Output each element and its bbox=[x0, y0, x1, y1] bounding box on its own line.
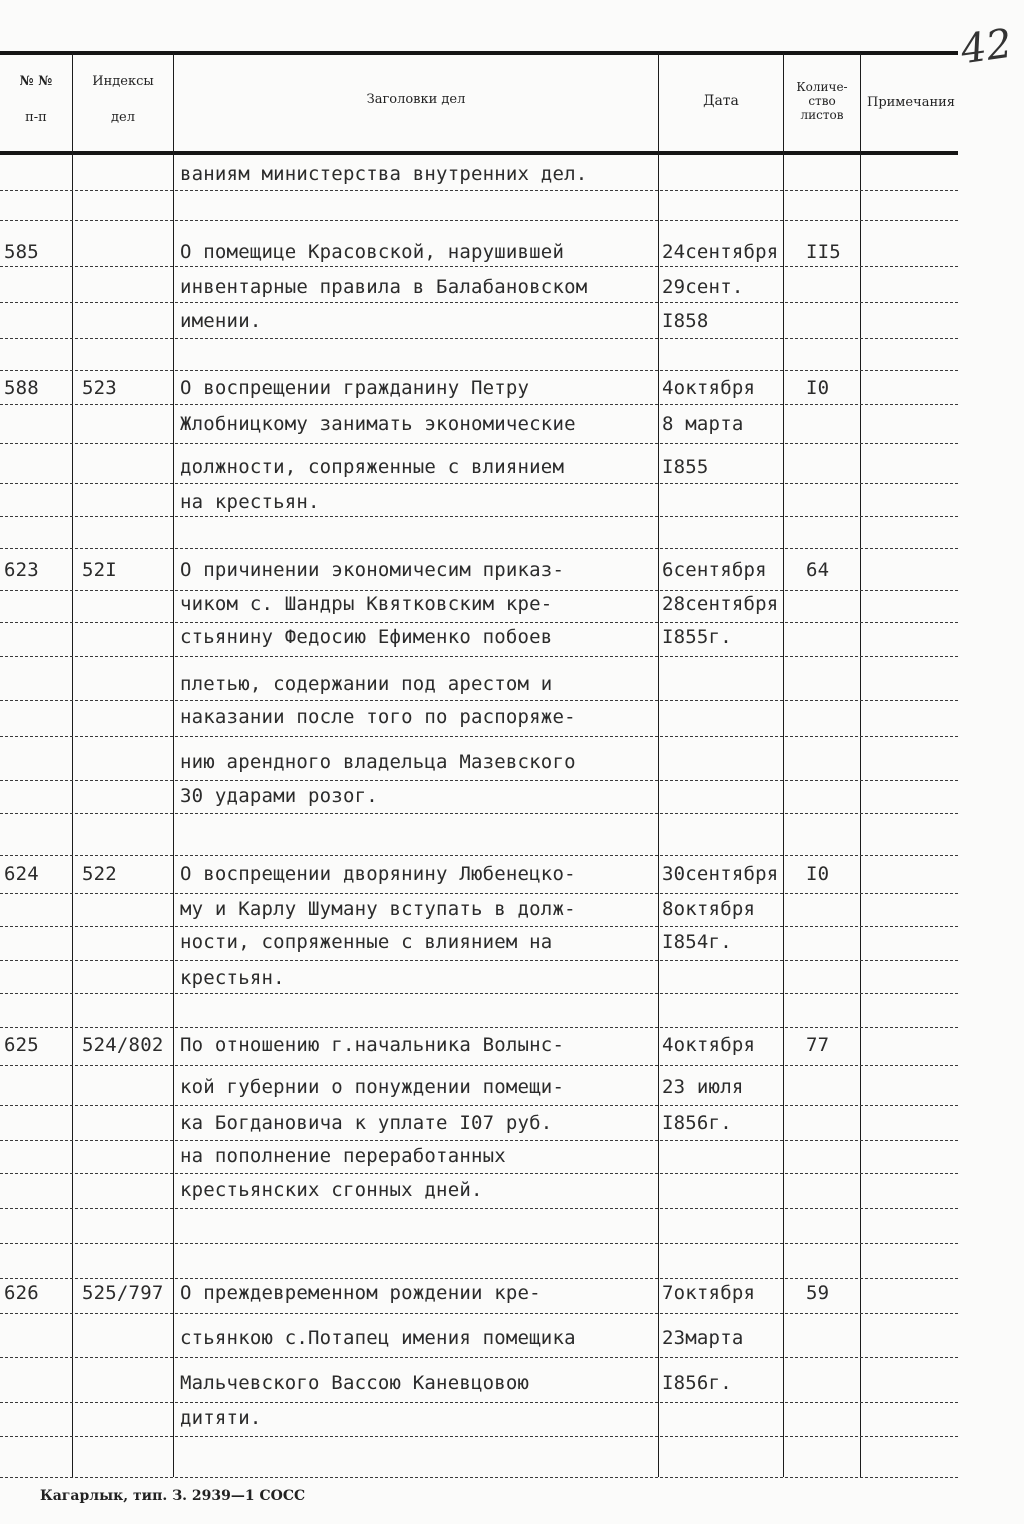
ruled-line bbox=[0, 404, 958, 405]
row-title: стьянину Федосию Ефименко побоев bbox=[180, 626, 553, 648]
ruled-line bbox=[0, 302, 958, 303]
row-title: дитяти. bbox=[180, 1407, 262, 1429]
ruled-line bbox=[0, 516, 958, 517]
row-number: 623 bbox=[4, 559, 39, 581]
folio-number: 42 bbox=[958, 20, 1015, 74]
row-date: 8октября bbox=[662, 898, 756, 920]
row-date: I854г. bbox=[662, 931, 732, 953]
ruled-line bbox=[0, 590, 958, 591]
ruled-line bbox=[0, 443, 958, 444]
row-title: Жлобницкому занимать экономические bbox=[180, 413, 576, 435]
row-title: му и Карлу Шуману вступать в долж- bbox=[180, 898, 576, 920]
header-sheets-line2: ство bbox=[808, 94, 836, 108]
row-index: 525/797 bbox=[82, 1282, 164, 1304]
row-sheets: II5 bbox=[806, 241, 841, 263]
ruled-line bbox=[0, 1402, 958, 1403]
row-number: 585 bbox=[4, 241, 39, 263]
row-title: инвентарные правила в Балабановском bbox=[180, 276, 588, 298]
row-date: 28сентября bbox=[662, 593, 779, 615]
ruled-line bbox=[0, 1313, 958, 1314]
row-sheets: 64 bbox=[806, 559, 830, 581]
ruled-line bbox=[0, 1243, 958, 1244]
row-date: 6сентября bbox=[662, 559, 767, 581]
header-sheets-line1: Количе- bbox=[796, 80, 848, 94]
ruled-line bbox=[0, 1065, 958, 1066]
header-sheets bbox=[784, 80, 860, 122]
row-date: 23 июля bbox=[662, 1076, 744, 1098]
row-title: плетью, содержании под арестом и bbox=[180, 673, 553, 695]
row-date: I855 bbox=[662, 456, 709, 478]
ruled-line bbox=[0, 1477, 958, 1478]
row-title: на пополнение переработанных bbox=[180, 1145, 506, 1167]
row-title: стьянкою с.Потапец имения помещика bbox=[180, 1327, 576, 1349]
row-number: 624 bbox=[4, 863, 39, 885]
ruled-line bbox=[0, 1173, 958, 1174]
ruled-line bbox=[0, 1357, 958, 1358]
header-num-line2: п-п bbox=[25, 110, 47, 125]
header-title: Заголовки дел bbox=[366, 92, 466, 107]
row-title: О преждевременном рождении кре- bbox=[180, 1282, 541, 1304]
header-sheets-line3: листов bbox=[800, 108, 844, 122]
header-index-line2: дел bbox=[111, 110, 135, 125]
row-date: 29сент. bbox=[662, 276, 744, 298]
printer-imprint: Кагарлык, тип. З. 2939—1 СОСС bbox=[40, 1488, 306, 1504]
ruled-line bbox=[0, 700, 958, 701]
row-title: 30 ударами розог. bbox=[180, 785, 378, 807]
row-index: 522 bbox=[82, 863, 117, 885]
row-title: на крестьян. bbox=[180, 491, 320, 513]
header-date: Дата bbox=[703, 93, 739, 109]
row-date: 4октября bbox=[662, 377, 756, 399]
ruled-line bbox=[0, 1105, 958, 1106]
ruled-line bbox=[0, 220, 958, 221]
ruled-line bbox=[0, 1436, 958, 1437]
row-title: наказании после того по распоряже- bbox=[180, 706, 576, 728]
row-date: I858 bbox=[662, 310, 709, 332]
row-date: 8 марта bbox=[662, 413, 744, 435]
ruled-line bbox=[0, 656, 958, 657]
row-index: 523 bbox=[82, 377, 117, 399]
row-title: О воспрещении дворянину Любенецко- bbox=[180, 863, 576, 885]
row-number: 625 bbox=[4, 1034, 39, 1056]
ruled-line bbox=[0, 855, 958, 856]
row-date: I856г. bbox=[662, 1112, 732, 1134]
row-title: нию арендного владельца Мазевского bbox=[180, 751, 576, 773]
row-index: 524/802 bbox=[82, 1034, 164, 1056]
header-index bbox=[73, 74, 173, 126]
row-title: ваниям министерства внутренних дел. bbox=[180, 163, 588, 185]
header-index-line1: Индексы bbox=[92, 74, 154, 89]
ruled-line bbox=[0, 960, 958, 961]
row-title: По отношению г.начальника Волынс- bbox=[180, 1034, 565, 1056]
row-date: I856г. bbox=[662, 1372, 732, 1394]
ruled-line bbox=[0, 813, 958, 814]
row-title: крестьян. bbox=[180, 967, 285, 989]
ruled-line bbox=[0, 926, 958, 927]
row-date: 7октября bbox=[662, 1282, 756, 1304]
ruled-line bbox=[0, 893, 958, 894]
row-sheets: 59 bbox=[806, 1282, 830, 1304]
row-date: 23марта bbox=[662, 1327, 744, 1349]
row-sheets: 77 bbox=[806, 1034, 830, 1056]
row-title: кой губернии о понуждении помещи- bbox=[180, 1076, 565, 1098]
ruled-line bbox=[0, 370, 958, 371]
row-title: О помещице Красовской, нарушившей bbox=[180, 241, 565, 263]
row-title: О причинении экономичесим приказ- bbox=[180, 559, 565, 581]
header-bottom-rule bbox=[0, 151, 958, 155]
ruled-line bbox=[0, 266, 958, 267]
row-sheets: I0 bbox=[806, 377, 830, 399]
header-notes: Примечания bbox=[866, 95, 955, 110]
ruled-line bbox=[0, 1278, 958, 1279]
row-date: 24сентября bbox=[662, 241, 779, 263]
header-num-line1: № № bbox=[19, 74, 53, 89]
row-date: I855г. bbox=[662, 626, 732, 648]
row-title: крестьянских сгонных дней. bbox=[180, 1179, 483, 1201]
row-title: ности, сопряженные с влиянием на bbox=[180, 931, 553, 953]
row-title: ка Богдановича к уплате I07 руб. bbox=[180, 1112, 553, 1134]
ruled-line bbox=[0, 1140, 958, 1141]
ruled-line bbox=[0, 1208, 958, 1209]
row-date: 30сентября bbox=[662, 863, 779, 885]
row-sheets: I0 bbox=[806, 863, 830, 885]
ruled-line bbox=[0, 190, 958, 191]
row-title: О воспрещении гражданину Петру bbox=[180, 377, 530, 399]
ruled-line bbox=[0, 483, 958, 484]
row-title: должности, сопряженные с влиянием bbox=[180, 456, 565, 478]
ruled-line bbox=[0, 780, 958, 781]
header-num bbox=[0, 74, 72, 126]
ruled-line bbox=[0, 736, 958, 737]
row-title: Мальчевского Вассою Каневцовою bbox=[180, 1372, 530, 1394]
row-title: имении. bbox=[180, 310, 262, 332]
row-number: 588 bbox=[4, 377, 39, 399]
row-number: 626 bbox=[4, 1282, 39, 1304]
ruled-line bbox=[0, 1027, 958, 1028]
row-index: 52I bbox=[82, 559, 117, 581]
ruled-line bbox=[0, 548, 958, 549]
row-title: чиком с. Шандры Квятковским кре- bbox=[180, 593, 553, 615]
row-date: 4октября bbox=[662, 1034, 756, 1056]
ruled-line bbox=[0, 993, 958, 994]
ruled-line bbox=[0, 622, 958, 623]
ruled-line bbox=[0, 338, 958, 339]
header-top-rule bbox=[0, 51, 958, 55]
